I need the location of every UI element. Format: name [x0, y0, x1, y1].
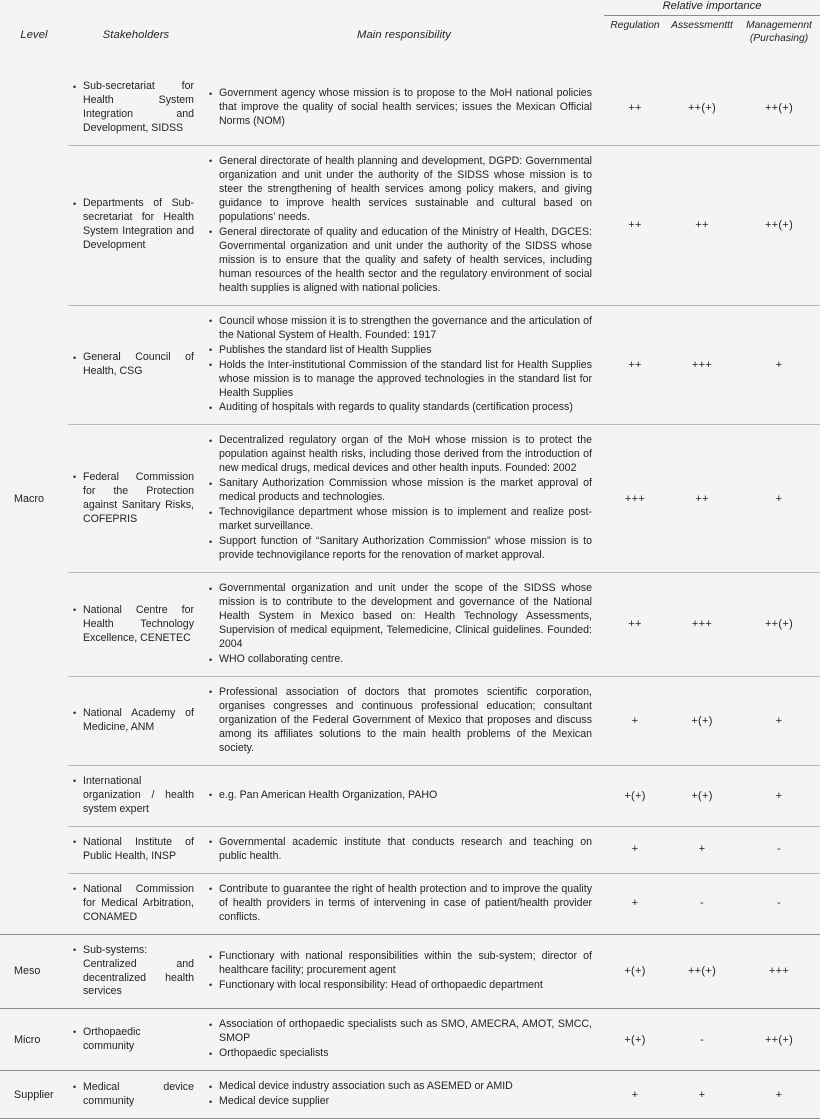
responsibility-item: • e.g. Pan American Health Organization, PAHO: [208, 789, 592, 803]
cell-rating-regulation: ++: [604, 573, 666, 677]
cell-rating-management: +++: [738, 934, 820, 1009]
cell-main-responsibility: [204, 71, 604, 145]
cell-level: [0, 873, 68, 934]
cell-main-responsibility-list: [208, 883, 592, 925]
cell-rating-regulation: +: [604, 826, 666, 873]
cell-stakeholders: [68, 1009, 204, 1071]
cell-main-responsibility: [204, 934, 604, 1009]
table-row: [0, 305, 820, 425]
responsibility-item: • WHO collaborating centre.: [208, 653, 592, 667]
cell-level: [0, 676, 68, 765]
cell-main-responsibility: [204, 573, 604, 677]
responsibility-item: • General directorate of health planning and development, DGPD: Governmental organization and unit under the authority of the SIDSS whose mission is to steer the strengthening of health services among policy makers, and giving guidance to improve health services sustainable and cultural based on populations’ needs.: [208, 155, 592, 225]
responsibility-item: • Sanitary Authorization Commission whose mission is the market approval of medical products and technologies.: [208, 477, 592, 505]
stakeholder-item: • International organization / health system expert: [72, 775, 194, 817]
cell-main-responsibility-list: [208, 1080, 592, 1109]
responsibility-item: • Holds the Inter-institutional Commission of the standard list for Health Supplies whose mission is to manage the approved technologies in the standard list for Health Supplies: [208, 359, 592, 401]
table-row: [0, 873, 820, 934]
header-row-group: [0, 0, 820, 16]
cell-stakeholders-list: [72, 604, 194, 646]
cell-main-responsibility: [204, 765, 604, 826]
stakeholder-item: • Sub-systems: Centralized and decentralized health services: [72, 944, 194, 1000]
table-row: [0, 71, 820, 145]
stakeholder-item: • National Academy of Medicine, ANM: [72, 707, 194, 735]
cell-main-responsibility-list: [208, 582, 592, 667]
column-header-level: Level: [0, 0, 68, 45]
stakeholder-item: • National Institute of Public Health, INSP: [72, 836, 194, 864]
header-gap: [0, 45, 820, 71]
cell-main-responsibility-list: [208, 155, 592, 296]
cell-rating-management: ++(+): [738, 573, 820, 677]
cell-stakeholders-list: [72, 775, 194, 817]
cell-rating-regulation: ++: [604, 145, 666, 305]
cell-rating-regulation: +(+): [604, 1009, 666, 1071]
responsibility-item: • Functionary with national responsibilities within the sub-system; director of healthcare facility; procurement agent: [208, 950, 592, 978]
cell-level: Micro: [0, 1009, 68, 1071]
cell-rating-regulation: +(+): [604, 765, 666, 826]
cell-rating-regulation: +++: [604, 425, 666, 573]
column-header-main-responsibility: Main responsibility: [204, 0, 604, 45]
stakeholder-item: • Orthopaedic community: [72, 1026, 194, 1054]
cell-stakeholders: [68, 873, 204, 934]
cell-stakeholders-list: [72, 1081, 194, 1109]
cell-rating-management: +: [738, 425, 820, 573]
table-row: [0, 934, 820, 1009]
cell-rating-regulation: +: [604, 1071, 666, 1119]
cell-stakeholders-list: [72, 883, 194, 925]
table-row: [0, 573, 820, 677]
header-spacer: [0, 45, 820, 71]
cell-stakeholders: [68, 573, 204, 677]
responsibility-item: • Decentralized regulatory organ of the MoH whose mission is to protect the population against health risks, including those derived from the introduction of new medical drugs, medical devices and other health inputs. Founded: 2002: [208, 434, 592, 476]
responsibility-item: • Medical device supplier: [208, 1095, 592, 1109]
cell-stakeholders-list: [72, 351, 194, 379]
cell-main-responsibility: [204, 873, 604, 934]
cell-main-responsibility: [204, 425, 604, 573]
cell-rating-management: -: [738, 826, 820, 873]
cell-rating-management: +: [738, 765, 820, 826]
cell-stakeholders-list: [72, 707, 194, 735]
cell-rating-management: ++(+): [738, 145, 820, 305]
cell-rating-assessment: -: [666, 873, 738, 934]
column-header-management-label: Managemennt: [746, 20, 812, 31]
cell-stakeholders: [68, 765, 204, 826]
cell-main-responsibility-list: [208, 950, 592, 993]
responsibility-item: • Professional association of doctors that promotes scientific corporation, organises congresses and continuous professional education; consultant organization of the Federal Government of Mexico that proposes and discuss among its affiliates solutions to the main health problems of the Mexican society.: [208, 686, 592, 756]
cell-rating-management: -: [738, 873, 820, 934]
cell-main-responsibility: [204, 676, 604, 765]
responsibility-item: • Council whose mission it is to strengthen the governance and the articulation of the National System of Health. Founded: 1917: [208, 315, 592, 343]
cell-stakeholders: [68, 676, 204, 765]
cell-rating-assessment: +++: [666, 573, 738, 677]
cell-main-responsibility-list: [208, 836, 592, 864]
responsibility-item: • Medical device industry association such as ASEMED or AMID: [208, 1080, 592, 1094]
responsibility-item: • Technovigilance department whose mission is to implement and realize post-market surveillance.: [208, 506, 592, 534]
column-header-assessment: Assessmenttt: [666, 16, 738, 46]
cell-rating-assessment: ++(+): [666, 934, 738, 1009]
cell-main-responsibility-list: [208, 789, 592, 803]
table-row: [0, 765, 820, 826]
cell-rating-assessment: +++: [666, 305, 738, 425]
column-header-regulation: Regulation: [604, 16, 666, 46]
cell-rating-management: ++(+): [738, 1009, 820, 1071]
stakeholder-item: • National Commission for Medical Arbitration, CONAMED: [72, 883, 194, 925]
cell-stakeholders: [68, 305, 204, 425]
column-header-relative-importance: Relative importance: [604, 0, 820, 16]
stakeholder-item: • Departments of Sub-secretariat for Health System Integration and Development: [72, 197, 194, 253]
responsibility-item: • Orthopaedic specialists: [208, 1047, 592, 1061]
cell-main-responsibility: [204, 1009, 604, 1071]
stakeholder-item: • Federal Commission for the Protection against Sanitary Risks, COFEPRIS: [72, 471, 194, 527]
cell-stakeholders: [68, 71, 204, 145]
cell-level: [0, 765, 68, 826]
column-header-stakeholders: Stakeholders: [68, 0, 204, 45]
cell-main-responsibility-list: [208, 434, 592, 563]
cell-main-responsibility-list: [208, 87, 592, 129]
cell-rating-assessment: +(+): [666, 676, 738, 765]
responsibility-item: • Governmental organization and unit under the scope of the SIDSS whose mission is to contribute to the development and governance of the National Health System in Mexico based on: Health Technology Assessments, Supervision of medical equipment, Telemedicine, Clinical guidelines. Founded: 2004: [208, 582, 592, 652]
cell-stakeholders-list: [72, 944, 194, 1000]
cell-main-responsibility-list: [208, 1018, 592, 1061]
table-body: [0, 71, 820, 1119]
table-row: [0, 145, 820, 305]
cell-rating-regulation: ++: [604, 71, 666, 145]
column-header-management-sub: (Purchasing): [738, 33, 820, 46]
cell-level: [0, 826, 68, 873]
stakeholder-item: • Medical device community: [72, 1081, 194, 1109]
cell-level: Supplier: [0, 1071, 68, 1119]
cell-level: Meso: [0, 934, 68, 1009]
cell-stakeholders-list: [72, 1026, 194, 1054]
cell-rating-regulation: +(+): [604, 934, 666, 1009]
responsibility-item: • Government agency whose mission is to propose to the MoH national policies that improve the quality of social health services; issues the Mexican Official Norms (NOM): [208, 87, 592, 129]
table-row: [0, 425, 820, 573]
cell-stakeholders: [68, 934, 204, 1009]
stakeholder-item: • Sub-secretariat for Health System Integration and Development, SIDSS: [72, 80, 194, 136]
table-row: [0, 676, 820, 765]
cell-main-responsibility: [204, 826, 604, 873]
cell-rating-assessment: +: [666, 1071, 738, 1119]
cell-level: [0, 573, 68, 677]
cell-main-responsibility-list: [208, 686, 592, 756]
cell-stakeholders: [68, 425, 204, 573]
cell-level: [0, 305, 68, 425]
cell-rating-management: ++(+): [738, 71, 820, 145]
responsibility-item: • Auditing of hospitals with regards to quality standards (certification process): [208, 401, 592, 415]
stakeholder-item: • National Centre for Health Technology Excellence, CENETEC: [72, 604, 194, 646]
cell-main-responsibility-list: [208, 315, 592, 416]
cell-main-responsibility: [204, 1071, 604, 1119]
cell-stakeholders-list: [72, 471, 194, 527]
cell-rating-assessment: ++: [666, 145, 738, 305]
cell-rating-assessment: +(+): [666, 765, 738, 826]
cell-main-responsibility: [204, 145, 604, 305]
responsibility-item: • Functionary with local responsibility: Head of orthopaedic department: [208, 979, 592, 993]
cell-rating-management: +: [738, 1071, 820, 1119]
table-row: [0, 1071, 820, 1119]
cell-stakeholders: [68, 145, 204, 305]
responsibility-item: • Publishes the standard list of Health Supplies: [208, 344, 592, 358]
cell-rating-regulation: ++: [604, 305, 666, 425]
cell-stakeholders-list: [72, 836, 194, 864]
cell-level: Macro: [0, 425, 68, 573]
cell-rating-regulation: +: [604, 873, 666, 934]
cell-rating-management: +: [738, 305, 820, 425]
cell-main-responsibility: [204, 305, 604, 425]
cell-rating-assessment: +: [666, 826, 738, 873]
cell-rating-assessment: -: [666, 1009, 738, 1071]
responsibility-item: • Governmental academic institute that conducts research and teaching on public health.: [208, 836, 592, 864]
cell-rating-assessment: ++(+): [666, 71, 738, 145]
responsibility-item: • Contribute to guarantee the right of health protection and to improve the quality of health providers in terms of intervening in case of patient/health provider conflicts.: [208, 883, 592, 925]
cell-stakeholders: [68, 826, 204, 873]
stakeholder-item: • General Council of Health, CSG: [72, 351, 194, 379]
cell-rating-management: +: [738, 676, 820, 765]
responsibility-item: • Support function of “Sanitary Authorization Commission” whose mission is to provide technovigilance reports for the renovation of market approval.: [208, 535, 592, 563]
responsibility-item: • General directorate of quality and education of the Ministry of Health, DGCES: Governmental organization and unit under the authority of the SIDSS whose mission is to ensure that the quality and safety of health services, including human resources of the health sector and the regulatory environment of social health supplies is aligned with national policies.: [208, 226, 592, 296]
cell-rating-regulation: +: [604, 676, 666, 765]
cell-level: [0, 71, 68, 145]
responsibility-item: • Association of orthopaedic specialists such as SMO, AMECRA, AMOT, SMCC, SMOP: [208, 1018, 592, 1046]
cell-level: [0, 145, 68, 305]
table-header: [0, 0, 820, 71]
table-row: [0, 1009, 820, 1071]
cell-stakeholders: [68, 1071, 204, 1119]
cell-rating-assessment: ++: [666, 425, 738, 573]
cell-stakeholders-list: [72, 197, 194, 253]
column-header-management: [738, 16, 820, 46]
table-row: [0, 826, 820, 873]
cell-stakeholders-list: [72, 80, 194, 136]
